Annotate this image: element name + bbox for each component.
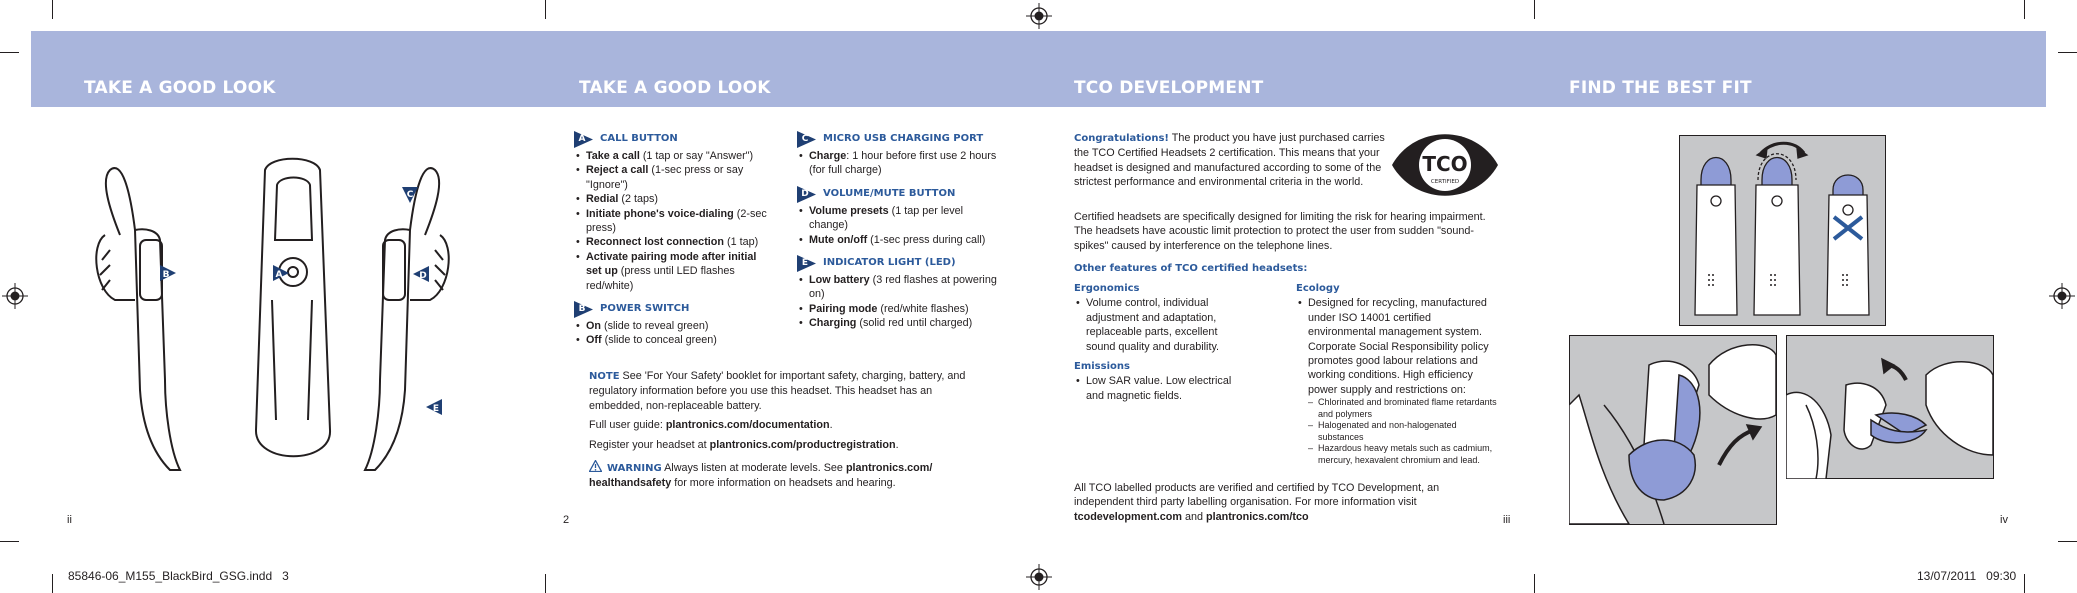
headset-diagram — [80, 150, 480, 480]
list-item: – Hazardous heavy metals such as cadmium, mercury, hexavalent chromium and lead. — [1308, 443, 1498, 466]
list-item: • Mute on/off (1-sec press during call) — [797, 233, 1002, 247]
usb-port-heading: MICRO USB CHARGING PORT — [823, 133, 984, 145]
tco-development-link[interactable]: tcodevelopment.com — [1074, 510, 1182, 523]
plantronics-tco-link[interactable]: plantronics.com/tco — [1206, 510, 1309, 523]
remove-eartip-illustration — [1569, 335, 1777, 525]
emissions-heading: Emissions — [1074, 361, 1130, 373]
warning-icon — [589, 460, 602, 472]
call-button-list — [574, 149, 774, 293]
controls-left-column — [574, 131, 774, 356]
callout-e-badge: E — [797, 255, 816, 272]
health-safety-link[interactable]: plantronics.com/ healthandsafety — [589, 462, 933, 490]
note-paragraph: NOTE See 'For Your Safety' booklet for important safety, charging, battery, and regulatory information before you use this headset. This headset has an embedded, non-replaceable battery. — [589, 370, 966, 412]
list-item: • Take a call (1 tap or say "Answer") — [574, 149, 774, 163]
list-item: • Low SAR value. Low electrical and magnetic fields. — [1074, 374, 1239, 403]
list-item: • Reject a call (1-sec press or say "Ignore") — [574, 163, 774, 192]
registration-mark-icon — [2, 283, 28, 309]
ergonomics-list — [1074, 296, 1239, 354]
list-item: • Designed for recycling, manufactured under ISO 14001 certified environmental management system. Corporate Social Responsibility policy promotes good labour relations and working conditions. High efficiency power supply and restrictions on: — [1296, 296, 1498, 397]
tco-closing: All TCO labelled products are verified and certified by TCO Development, an independent third party labelling organisation. For more information visit tcodevelopment.com and plantronics.com/tco — [1074, 482, 1440, 523]
indicator-light-section — [797, 255, 1002, 331]
panel-title: TAKE A GOOD LOOK — [579, 78, 771, 98]
svg-text:TCO: TCO — [1422, 152, 1468, 176]
registration-mark-icon — [2049, 283, 2075, 309]
callout-c-marker — [400, 185, 420, 205]
list-item: • Low battery (3 red flashes at powering on) — [797, 273, 1002, 302]
crop-mark — [2024, 0, 2025, 19]
panel-title: TCO DEVELOPMENT — [1074, 78, 1264, 98]
callout-a-marker — [271, 263, 291, 283]
list-item: • Volume control, individual adjustment and adaptation, replaceable parts, excellent sound quality and durability. — [1074, 296, 1239, 354]
list-item: • Charging (solid red until charged) — [797, 316, 1002, 330]
callout-a-badge: A — [574, 131, 593, 148]
register-line: Register your headset at plantronics.com/productregistration. — [589, 438, 899, 451]
panel-title: FIND THE BEST FIT — [1569, 78, 1752, 98]
slug-timestamp: 13/07/2011 09:30 — [1917, 569, 2017, 583]
crop-mark — [0, 52, 19, 53]
svg-text:B: B — [162, 270, 170, 280]
svg-text:C: C — [406, 190, 414, 200]
page-number: iv — [2000, 514, 2008, 526]
power-switch-heading: POWER SWITCH — [600, 303, 690, 315]
tco-ecology — [1296, 282, 1498, 466]
ecology-sub-list — [1308, 397, 1498, 466]
crop-mark — [2024, 574, 2025, 593]
wearing-styles-illustration — [1679, 135, 1886, 326]
volume-button-list — [797, 204, 1002, 247]
crop-mark — [52, 0, 53, 19]
list-item: • Activate pairing mode after initial set up (press until LED flashes red/white) — [574, 250, 774, 293]
power-switch-section — [574, 301, 774, 348]
indicator-light-list — [797, 273, 1002, 331]
tco-certified-logo — [1390, 132, 1500, 198]
usb-port-section — [797, 131, 1002, 178]
call-button-section — [574, 131, 774, 293]
list-item: • Reconnect lost connection (1 tap) — [574, 235, 774, 249]
callout-d-badge: D — [797, 186, 816, 203]
list-item: – Chlorinated and brominated flame retardants and polymers — [1308, 397, 1498, 420]
call-button-heading: CALL BUTTON — [600, 133, 678, 145]
svg-text:A: A — [275, 270, 283, 280]
svg-text:D: D — [419, 271, 427, 281]
svg-text:E: E — [432, 404, 440, 414]
callout-e-marker — [424, 397, 444, 417]
callout-c-badge: C — [797, 131, 816, 148]
slug-filename: 85846-06_M155_BlackBird_GSG.indd 3 — [68, 569, 289, 583]
user-guide-line: Full user guide: plantronics.com/documentation. — [589, 419, 833, 432]
crop-mark — [545, 574, 546, 593]
svg-text:CERTIFIED: CERTIFIED — [1430, 179, 1460, 185]
tco-features-heading: Other features of TCO certified headsets: — [1074, 263, 1308, 274]
indicator-light-heading: INDICATOR LIGHT (LED) — [823, 257, 956, 269]
callout-b-badge: B — [574, 301, 593, 318]
page-number: iii — [1503, 514, 1511, 526]
warning-paragraph: WARNING Always listen at moderate levels. See plantronics.com/ healthandsafety for more information on headsets and hearing. — [589, 462, 933, 490]
list-item: • Redial (2 taps) — [574, 192, 774, 206]
ecology-heading: Ecology — [1296, 283, 1340, 294]
notes-block — [589, 369, 989, 496]
list-item: • Volume presets (1 tap per level change) — [797, 204, 1002, 233]
user-guide-link[interactable]: plantronics.com/documentation — [665, 419, 830, 432]
list-item: • Pairing mode (red/white flashes) — [797, 302, 1002, 316]
crop-mark — [1534, 0, 1535, 19]
list-item: • Charge: 1 hour before first use 2 hours (for full charge) — [797, 149, 1002, 178]
attach-eartip-illustration — [1786, 335, 1994, 479]
list-item: • Initiate phone's voice-dialing (2-sec press) — [574, 207, 774, 236]
ecology-list — [1296, 296, 1498, 397]
page-number: ii — [67, 514, 72, 526]
volume-button-section — [797, 186, 1002, 247]
list-item: • On (slide to reveal green) — [574, 319, 774, 333]
tco-left-features — [1074, 282, 1239, 403]
list-item: • Off (slide to conceal green) — [574, 333, 774, 347]
crop-mark — [2058, 541, 2077, 542]
ergonomics-heading: Ergonomics — [1074, 283, 1140, 294]
list-item: – Halogenated and non-halogenated substances — [1308, 420, 1498, 443]
volume-button-heading: VOLUME/MUTE BUTTON — [823, 188, 956, 200]
usb-port-list — [797, 149, 1002, 178]
registration-mark-icon — [1026, 3, 1052, 29]
power-switch-list — [574, 319, 774, 348]
crop-mark — [1534, 574, 1535, 593]
tco-para2: Certified headsets are specifically designed for limiting the risk for hearing impairment. The headsets have acoustic limit protection to protect the user from sudden "sound-spikes" caused by interference on the telephone lines. — [1074, 211, 1486, 252]
register-link[interactable]: plantronics.com/productregistration — [709, 438, 896, 451]
emissions-list — [1074, 374, 1239, 403]
crop-mark — [2058, 52, 2077, 53]
controls-right-column — [797, 131, 1002, 339]
tco-intro: Congratulations! The product you have just purchased carries the TCO Certified Headsets 2 certification. This means that your headset is designed and manufactured according to some of the strictest performance and environmental criteria in the world. — [1074, 132, 1385, 189]
crop-mark — [545, 0, 546, 19]
crop-mark — [52, 574, 53, 593]
panel-title: TAKE A GOOD LOOK — [84, 78, 276, 98]
crop-mark — [0, 541, 19, 542]
page-number: 2 — [563, 514, 570, 526]
registration-mark-icon — [1026, 564, 1052, 590]
callout-b-marker — [158, 263, 178, 283]
callout-d-marker — [411, 264, 431, 284]
